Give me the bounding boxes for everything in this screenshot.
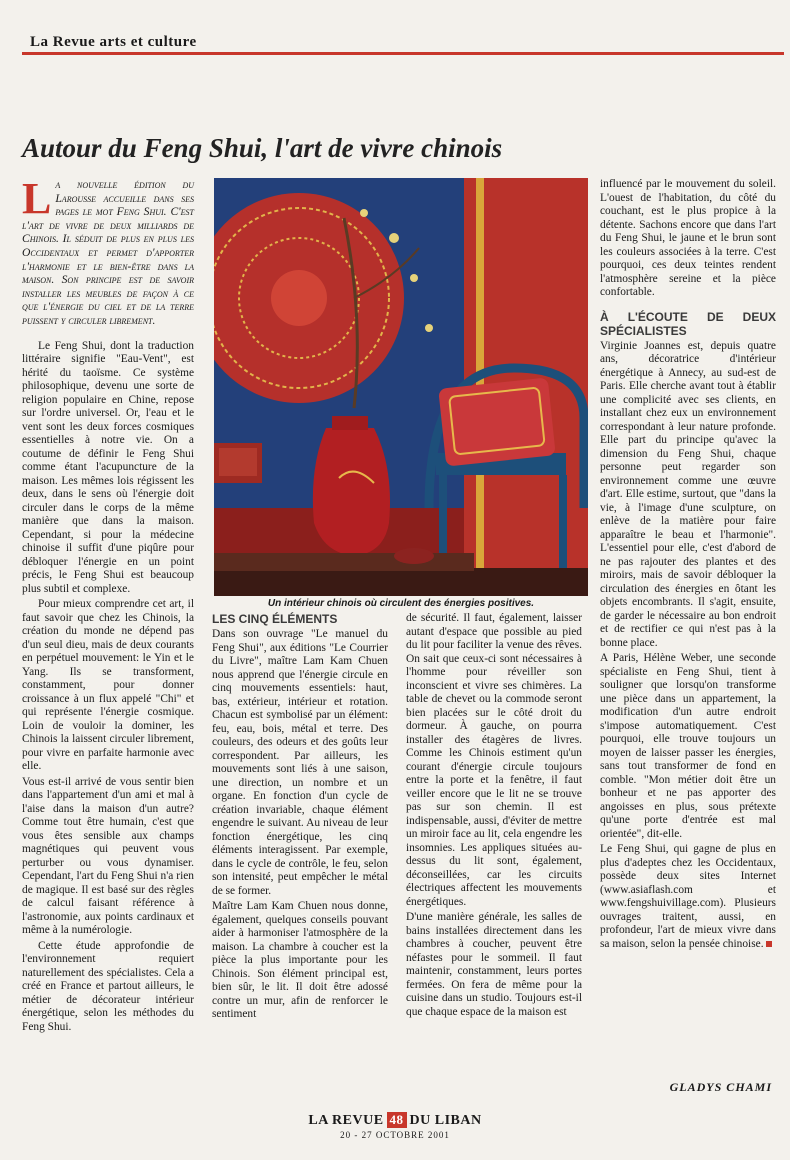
body-paragraph: Dans son ouvrage "Le manuel du Feng Shui", aux éditions "Le Courrier du Livre", maître Lam Kam Chuen nous apprend que l'énergie circule en cinq mouvements essentiels: haut, bas, extérieur, intérieur et rotation. Chacun est symbolisé par un élément: feu, eau, bois, métal et terre. Des couleurs, des odeurs et des goûts leur correspondent. Par ailleurs, les mouvements sont liés à une saison, une direction, un nombre et un organe. En fonction d'un cycle de création invariable, chaque élément engendre le suivant. Au niveau de leur fonction énergétique, les cinq éléments interagissent. Par exemple, dans le cycle de contrôle, le feu, selon son intensité, peut empêcher le métal de se former. (212, 628, 388, 897)
column-1 (22, 174, 194, 1034)
subheading: À L'ÉCOUTE DE DEUX SPÉCIALISTES (600, 309, 776, 338)
author-signature: GLADYS CHAMI (669, 1080, 772, 1094)
closing-text: Le Feng Shui, qui gagne de plus en plus d'adeptes chez les Occidentaux, possède deux sites Internet (www.asiaflash.com et www.fengshuivillage.com). Plusieurs ouvrages traitent, aussi, en profondeur, l'art de mieux vivre dans sa maison, selon la pensée chinoise. (600, 843, 776, 950)
end-mark (766, 941, 772, 947)
body-paragraph: Cette étude approfondie de l'environnement requiert naturellement des spécialistes. Cela a créé en France et partout ailleurs, le métier de décorateur intérieur énergétique, selon les méthodes du Feng Shui. (22, 939, 194, 1033)
article-photo (214, 178, 588, 596)
body-paragraph: Le Feng Shui, dont la traduction littéraire signifie "Eau-Vent", est hérité du taoïsme. Ce système philosophique, devenu une sorte de religion populaire en Chine, repose sur l'ordre universel. Or, l'eau et le vent sont les deux forces cosmiques essentielles à notre vie. On a coutume de définir le Feng Shui comme étant l'acupuncture de la maison. Les mêmes lois régissent les deux, dans le sens où l'énergie doit circuler dans le corps de la même manière que dans la maison. Cependant, si pour la médecine chinoise il suffit d'une piqûre pour débloquer l'énergie en un point précis, le Feng Shui est beaucoup plus subtil et complexe. (22, 339, 194, 595)
header-rule (22, 52, 784, 55)
intro-text: a nouvelle édition du Larousse accueille dans ses pages le mot Feng Shui. C'est l'art de vivre de deux milliards de Chinois. Il séduit de plus en plus les Occidentaux et permet d'apporter l'harmonie et le bien-être dans la maison. Son principe est de savoir installer les meubles de façon à ce que l'énergie du ciel et de la terre puissent y circuler librement. (22, 178, 194, 327)
section-header: La Revue arts et culture (30, 34, 197, 50)
body-paragraph: D'une manière générale, les salles de bains installées directement dans les chambres à coucher, peuvent être néfastes pour le sommeil. Il faut maintenir, constamment, leurs portes fermées. On fera de même pour la cuisine dans un studio. Toujours est-il que chaque espace de la maison est (406, 911, 582, 1018)
interior-illustration (214, 178, 588, 596)
footer-magazine-left: LA REVUE (308, 1113, 384, 1128)
footer-magazine-right: DU LIBAN (409, 1113, 482, 1128)
column-3 (406, 612, 582, 1019)
body-paragraph: influencé par le mouvement du soleil. L'ouest de l'habitation, du côté du couchant, est le plus propice à la détente. Sachons encore que dans l'art du Feng Shui, le jaune et le brun sont les couleurs associées à la terre. C'est pourquoi, ces deux teintes rendent l'atmosphère sereine et la pièce confortable. (600, 178, 776, 298)
subheading: LES CINQ ÉLÉMENTS (212, 612, 338, 626)
body-paragraph (600, 843, 776, 951)
page-footer (0, 1112, 790, 1140)
article-title: Autour du Feng Shui, l'art de vivre chinois (22, 133, 503, 163)
issue-date: 20 - 27 OCTOBRE 2001 (340, 1130, 450, 1140)
column-4 (600, 178, 776, 951)
column-2 (212, 612, 388, 1022)
drop-cap: L (22, 174, 52, 223)
intro-paragraph (22, 174, 194, 328)
body-paragraph: de sécurité. Il faut, également, laisser autant d'espace que possible au pied du lit pour faciliter la venue des rêves. On sait que ceux-ci sont nécessaires à l'homme pour réveiller son inconscient et vivre ses chimères. La table de chevet ou la commode seront bien placées sur le côté droit du dormeur. À gauche, on pourra installer des étagères de livres. Comme les Chinois estiment qu'un courant d'énergie circule toujours entre la porte et la fenêtre, il faut veiller encore que le lit ne se trouve pas sur son chemin. Il est indispensable, aussi, d'éviter de mettre un miroir face au lit, cela engendre les insomnies. Les appliques situées au-dessus du lit sont, également, déconseillées, car les circuits électriques affectent les mouvements énergétiques. (406, 612, 582, 908)
body-paragraph: Virginie Joannes est, depuis quatre ans, décoratrice d'intérieur énergétique à Annecy, au sud-est de Paris. Elle cherche avant tout à établir une complicité avec ses clients, en installant chez eux un environnement correspondant à leur nature profonde. Elle part du principe qu'avec la dimension du Feng Shui, chaque personne peut regarder son environnement comme une œuvre d'art. Elle estime, surtout, que "dans la vie, à l'image d'une sculpture, on enlève de la matière pour faire apparaître le beau et l'harmonie". L'essentiel pour elle, c'est d'abord de ne pas rajouter des plantes et des miroirs, mais de savoir débloquer la circulation des énergies en ôtant les objets encombrants. Il s'agit, ensuite, de garder le nécessaire au bon endroit et de rectifier ce qui n'est pas à la bonne place. (600, 339, 776, 649)
body-paragraph: Maître Lam Kam Chuen nous donne, également, quelques conseils pouvant aider à harmoniser l'atmosphère de la maison. La chambre à coucher est la pièce la plus importante pour les Chinois. Son élément principal est, bien sûr, le lit. Il doit être adossé contre un mur, afin de renforcer le sentiment (212, 900, 388, 1020)
body-paragraph: Pour mieux comprendre cet art, il faut savoir que chez les Chinois, la création du monde ne dépend pas d'un seul dieu, mais de deux courants en perpétuel mouvement: le Yin et le Yang. Ils se transforment, constamment, pour donner croissance à un flux appelé "Chi" et qui représente l'énergie cosmique. Loin de vouloir la dominer, les Chinois la laissent circuler librement, pour vivre en parfaite harmonie avec elle. (22, 598, 194, 773)
body-paragraph: Vous est-il arrivé de vous sentir bien dans l'appartement d'un ami et mal à l'aise dans la maison d'un autre? Comme tout être humain, c'est que vous êtes sensible aux champs magnétiques qui peuvent vous perturber ou vous dynamiser. Cependant, l'art du Feng Shui n'a rien de magique. Il est basé sur des règles de calcul faisant référence à l'astronomie, aux points cardinaux et même à la numérologie. (22, 775, 194, 937)
body-paragraph: A Paris, Hélène Weber, une seconde spécialiste en Feng Shui, tient à souligner que lorsqu'on transforme une pièce dans un appartement, la modification d'un autre endroit s'impose automatiquement. C'est pourquoi, elle trouve toujours un moyen de laisser passer les énergies, sans tout transformer de fond en comble. "Mon métier doit être un bonheur et ne pas apporter des angoisses en plus, sous prétexte qu'une porte d'entrée est mal orientée", dit-elle. (600, 652, 776, 840)
photo-caption: Un intérieur chinois où circulent des énergies positives. (267, 598, 535, 609)
page-number: 48 (387, 1112, 407, 1128)
